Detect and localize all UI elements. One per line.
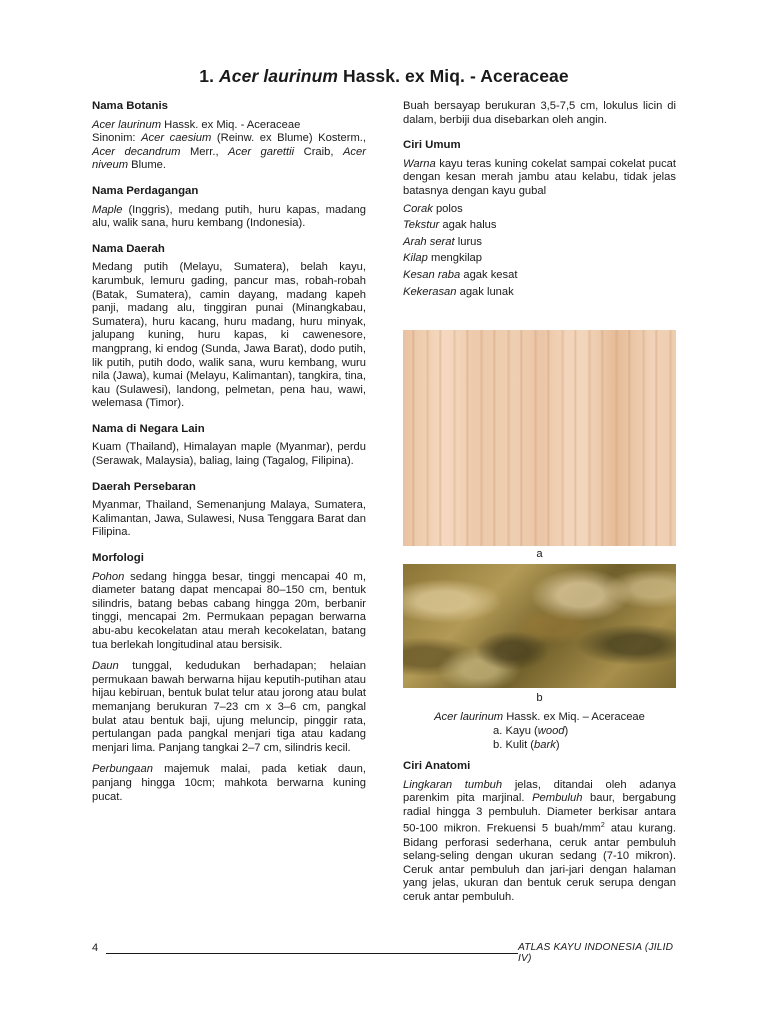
anatomi-lead-2: Pembuluh (532, 792, 583, 805)
ciri-item-label: Kilap (403, 252, 428, 265)
ciri-item-value: lurus (454, 235, 482, 248)
ciri-item-label: Tekstur (403, 219, 440, 232)
page-title (0, 66, 768, 87)
buah-text: Buah bersayap berukuran 3,5-7,5 cm, lokulus licin di dalam, berbiji dua disebarkan oleh angin. (403, 100, 676, 126)
pohon-body: sedang hingga besar, tinggi mencapai 40 m, diameter batang dapat mencapai 80–150 cm, bentuk silindris, batang bebas cabang hingga 20m, berbanir tinggi, mencapai 2m. Permukaan pepagan berwarna abu-abu kecokelatan atau merah kecokelatan, batang tua berlekah longitudinal atau bersisik. (92, 570, 366, 651)
perdagangan-body: (Inggris), medang putih, huru kapas, madang alu, walik sana, huru kembang (Indonesia). (92, 203, 366, 230)
caption-a-suffix: ) (564, 724, 569, 737)
perdagangan-lead: Maple (92, 203, 123, 216)
figure-caption (403, 711, 676, 752)
ciri-item-label: Arah serat (403, 235, 455, 248)
synonym-4-authority: Blume. (128, 159, 167, 172)
caption-b-english: bark (534, 738, 556, 751)
footer-rule (106, 953, 518, 954)
title-species: Acer laurinum (219, 66, 339, 86)
anatomi-superscript: 2 (600, 822, 605, 830)
synonym-2: Acer decandrum (92, 145, 181, 158)
heading-nama-daerah: Nama Daerah (92, 242, 165, 255)
morfologi-perbungaan (92, 763, 366, 804)
ciri-item-kilap (403, 250, 676, 267)
synonym-label: Sinonim: (92, 132, 142, 145)
photo-label-b: b (536, 692, 543, 704)
ciri-item-tekstur (403, 217, 676, 234)
anatomi-body-2: baur, bergabung radial hingga 3 pembuluh. Diameter berkisar antara 50-100 mikron. Frekuensi 5 buah/mm (403, 792, 676, 836)
warna-lead: Warna (403, 157, 436, 170)
caption-b-prefix: b. Kulit ( (493, 738, 535, 751)
anatomi-body-1: jelas, ditandai oleh adanya parenkim pita marjinal. (403, 778, 676, 805)
caption-a-prefix: a. Kayu ( (493, 724, 538, 737)
heading-daerah-persebaran: Daerah Persebaran (92, 480, 196, 493)
botanis-species: Acer laurinum (92, 118, 162, 131)
title-authority: Hassk. ex Miq. - Aceraceae (343, 66, 569, 86)
caption-b-suffix: ) (555, 738, 560, 751)
ciri-item-corak (403, 201, 676, 218)
heading-nama-negara-lain: Nama di Negara Lain (92, 422, 205, 435)
ciri-umum-warna (403, 158, 676, 199)
heading-nama-botanis: Nama Botanis (92, 100, 168, 112)
title-number: 1. (199, 66, 215, 86)
ciri-item-kekerasan (403, 284, 676, 301)
caption-species: Acer laurinum (434, 711, 504, 723)
page-footer (92, 940, 676, 964)
running-title: ATLAS KAYU INDONESIA (JILID IV) (518, 942, 674, 964)
daun-lead: Daun (92, 660, 119, 673)
perbungaan-lead: Perbungaan (92, 763, 153, 776)
photo-label-a: a (536, 548, 543, 560)
heading-ciri-umum: Ciri Umum (403, 139, 461, 152)
morfologi-pohon (92, 571, 366, 653)
nama-daerah-text: Medang putih (Melayu, Sumatera), belah kayu, karumbuk, lemuru gading, pancur mas, robah-robah (Batak, Sumatera), camin dayang, madang kapeh panji, madang alu, tinggiran punai (Minangkabau, Sumatera), huru kacang, huru madang, huru minyak, jalupang kuning, huru kapas, ki cawenesore, mangprang, ki endog (Sunda, Jawa Barat), dodo putih, lik putih, putih dodo, walik sana, wuru kembang, wuru nila (Jawa), kumai (Melayu, Kalimantan), tangkira, tina, kau (Sulawesi), landong, pelmetan, pena hau, wawi, welemasa (Timor). (92, 261, 366, 410)
perbungaan-body: majemuk malai, pada ketiak daun, panjang hingga 10cm; mahkota berwarna kuning pucat. (92, 763, 366, 803)
caption-item-a (403, 725, 676, 739)
left-column (92, 100, 366, 804)
page-number: 4 (92, 942, 99, 954)
nama-negara-lain-text: Kuam (Thailand), Himalayan maple (Myanmar), perdu (Serawak, Malaysia), baliag, laing (Tagalog, Filipina). (92, 441, 366, 468)
daun-body: tunggal, kedudukan berhadapan; helaian permukaan bawah berwarna hijau keputih-putihan atau hijau kebiruan, bentuk bulat telur atau jorong atau bulat memanjang berukuran 7–23 cm x 3–6 cm, pangkal bulat atau bentuk baji, ujung meluncip, pinggir rata, pertulangan pada pangkal menjari tiga atau kadang menjari lima. Panjang tangkai 2–7 cm, silindris kecil. (92, 660, 366, 754)
pohon-lead: Pohon (92, 570, 125, 583)
ciri-item-value: agak kesat (460, 268, 518, 281)
bark-photo (403, 564, 676, 688)
heading-ciri-anatomi: Ciri Anatomi (403, 760, 471, 772)
ciri-item-label: Kesan raba (403, 268, 461, 281)
ciri-item-arah-serat (403, 234, 676, 251)
ciri-item-label: Kekerasan (403, 285, 457, 298)
caption-authority: Hassk. ex Miq. – Aceraceae (503, 711, 645, 723)
ciri-item-value: agak halus (439, 219, 497, 232)
ciri-item-kesan-raba (403, 267, 676, 284)
botanis-authority: Hassk. ex Miq. - Aceraceae (161, 118, 301, 131)
caption-item-b (403, 739, 676, 753)
ciri-anatomi-text (403, 779, 676, 905)
caption-title (403, 711, 676, 725)
heading-morfologi: Morfologi (92, 552, 144, 565)
synonym-2-authority: Merr., (180, 145, 229, 158)
caption-a-english: wood (537, 724, 565, 737)
wood-photo (403, 330, 676, 546)
synonym-1-authority: (Reinw. ex Blume) Kosterm., (211, 132, 366, 145)
nama-botanis-text (92, 119, 366, 173)
morfologi-daun (92, 660, 366, 755)
heading-nama-perdagangan: Nama Perdagangan (92, 184, 199, 197)
nama-perdagangan-text (92, 204, 366, 231)
synonym-1: Acer caesium (141, 132, 212, 145)
ciri-item-label: Corak (403, 202, 433, 215)
ciri-item-value: agak lunak (456, 285, 514, 298)
ciri-item-value: polos (432, 202, 463, 215)
daerah-persebaran-text: Myanmar, Thailand, Semenanjung Malaya, Sumatera, Kalimantan, Jawa, Sulawesi, Nusa Tenggara Barat dan Filipina. (92, 499, 366, 539)
anatomi-lead-1: Lingkaran tumbuh (403, 778, 503, 791)
warna-body: kayu teras kuning cokelat sampai cokelat pucat dengan kesan merah jambu atau kelabu, tidak jelas batasnya dengan kayu gubal (403, 157, 676, 197)
ciri-anatomi-section (403, 760, 676, 905)
synonym-3: Acer garettii (228, 145, 295, 158)
anatomi-body-3: atau kurang. Bidang perforasi sederhana, ceruk antar pembuluh selang-seling dengan ukuran sedang (7-10 mikron). Ceruk antar pembuluh dan jari-jari dengan halaman yang jelas, ukuran dan bentuk ceruk serupa dengan ceruk antar pembuluh. (403, 823, 676, 904)
ciri-item-value: mengkilap (427, 252, 482, 265)
right-column (403, 100, 676, 300)
synonym-4: Acer niveum (92, 145, 366, 172)
synonym-3-authority: Craib, (294, 145, 343, 158)
